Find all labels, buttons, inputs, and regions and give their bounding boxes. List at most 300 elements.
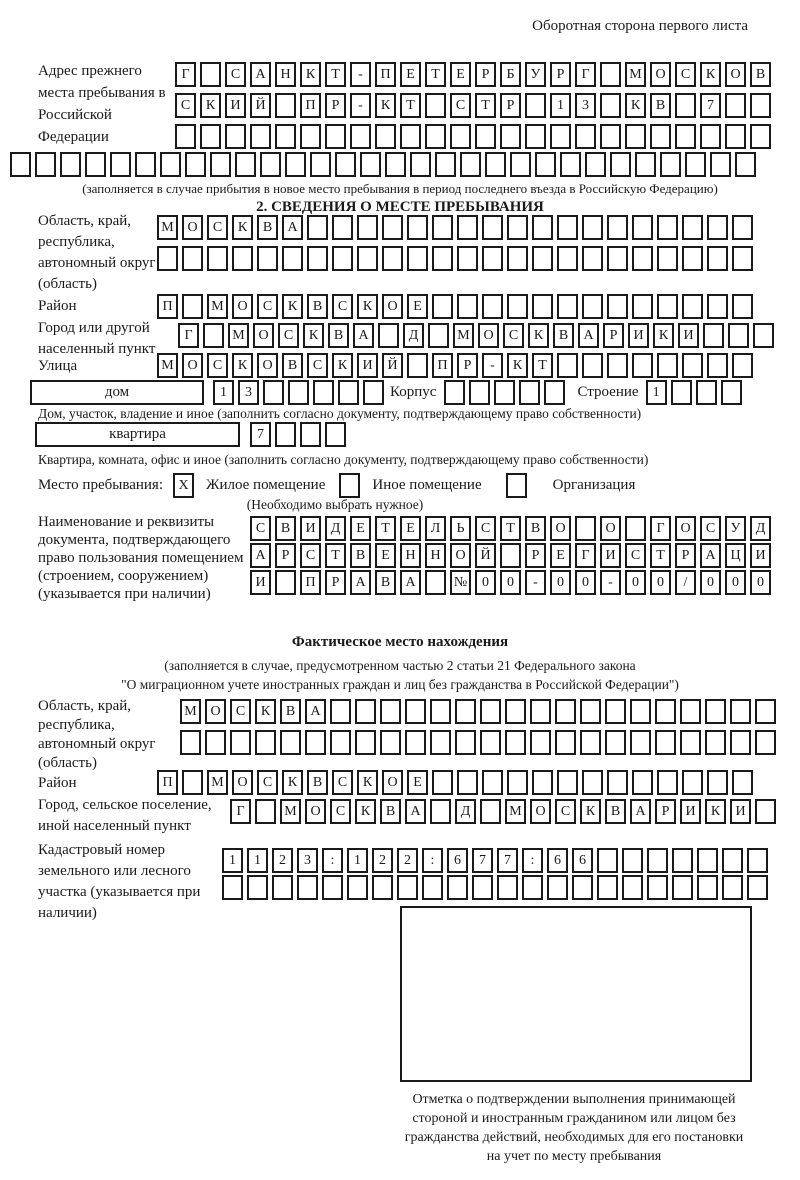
char-box[interactable] <box>721 380 742 405</box>
char-box[interactable] <box>507 215 528 240</box>
char-box[interactable]: С <box>278 323 299 348</box>
char-box[interactable] <box>357 215 378 240</box>
char-box[interactable]: 1 <box>646 380 667 405</box>
char-box[interactable]: И <box>225 93 246 118</box>
char-box[interactable]: К <box>700 62 721 87</box>
char-box[interactable]: Р <box>525 543 546 568</box>
char-box[interactable]: Д <box>455 799 476 824</box>
char-box[interactable]: К <box>357 770 378 795</box>
char-box[interactable] <box>660 152 681 177</box>
char-box[interactable] <box>657 353 678 378</box>
char-box[interactable] <box>444 380 465 405</box>
char-box[interactable]: К <box>580 799 601 824</box>
char-box[interactable]: М <box>207 294 228 319</box>
char-box[interactable]: С <box>700 516 721 541</box>
char-box[interactable] <box>275 422 296 447</box>
char-box[interactable] <box>182 294 203 319</box>
char-box[interactable] <box>580 699 601 724</box>
char-box[interactable]: Г <box>178 323 199 348</box>
char-box[interactable]: И <box>250 570 271 595</box>
char-box[interactable]: : <box>522 848 543 873</box>
char-box[interactable] <box>707 215 728 240</box>
char-box[interactable] <box>630 699 651 724</box>
char-box[interactable] <box>707 246 728 271</box>
char-box[interactable] <box>457 215 478 240</box>
char-box[interactable]: Р <box>655 799 676 824</box>
char-box[interactable]: П <box>432 353 453 378</box>
char-box[interactable] <box>300 124 321 149</box>
char-box[interactable] <box>635 152 656 177</box>
char-box[interactable] <box>755 699 776 724</box>
char-box[interactable]: С <box>207 215 228 240</box>
char-box[interactable] <box>205 730 226 755</box>
char-box[interactable]: / <box>675 570 696 595</box>
char-box[interactable] <box>455 730 476 755</box>
char-box[interactable] <box>397 875 418 900</box>
char-box[interactable] <box>157 246 178 271</box>
char-box[interactable]: О <box>382 294 403 319</box>
char-box[interactable] <box>330 730 351 755</box>
char-box[interactable]: 1 <box>247 848 268 873</box>
char-box[interactable]: К <box>528 323 549 348</box>
char-box[interactable] <box>682 353 703 378</box>
char-box[interactable]: К <box>625 93 646 118</box>
char-box[interactable]: О <box>675 516 696 541</box>
char-box[interactable] <box>682 246 703 271</box>
char-box[interactable]: В <box>350 543 371 568</box>
char-box[interactable]: Ц <box>725 543 746 568</box>
char-box[interactable]: П <box>300 570 321 595</box>
char-box[interactable] <box>555 730 576 755</box>
char-box[interactable] <box>682 215 703 240</box>
char-box[interactable] <box>405 699 426 724</box>
char-box[interactable]: Е <box>375 543 396 568</box>
char-box[interactable] <box>230 730 251 755</box>
char-box[interactable]: О <box>305 799 326 824</box>
char-box[interactable] <box>632 294 653 319</box>
char-box[interactable]: И <box>730 799 751 824</box>
char-box[interactable] <box>428 323 449 348</box>
char-box[interactable]: 1 <box>213 380 234 405</box>
char-box[interactable] <box>696 380 717 405</box>
char-box[interactable]: В <box>307 770 328 795</box>
char-box[interactable]: - <box>350 93 371 118</box>
char-box[interactable]: И <box>357 353 378 378</box>
char-box[interactable]: О <box>205 699 226 724</box>
char-box[interactable]: Ь <box>450 516 471 541</box>
char-box[interactable]: У <box>725 516 746 541</box>
char-box[interactable] <box>335 152 356 177</box>
char-box[interactable]: Д <box>325 516 346 541</box>
char-box[interactable]: 1 <box>222 848 243 873</box>
char-box[interactable]: 3 <box>238 380 259 405</box>
char-box[interactable] <box>407 353 428 378</box>
char-box[interactable]: Е <box>400 62 421 87</box>
char-box[interactable]: Р <box>325 93 346 118</box>
char-box[interactable]: С <box>225 62 246 87</box>
char-box[interactable] <box>472 875 493 900</box>
stay-checkbox-organization[interactable] <box>506 473 527 498</box>
char-box[interactable] <box>160 152 181 177</box>
char-box[interactable]: С <box>675 62 696 87</box>
char-box[interactable] <box>675 93 696 118</box>
char-box[interactable]: 6 <box>547 848 568 873</box>
char-box[interactable]: А <box>350 570 371 595</box>
stay-checkbox-other[interactable] <box>339 473 360 498</box>
char-box[interactable] <box>475 124 496 149</box>
char-box[interactable] <box>375 124 396 149</box>
char-box[interactable] <box>532 770 553 795</box>
char-box[interactable] <box>435 152 456 177</box>
char-box[interactable] <box>707 294 728 319</box>
char-box[interactable] <box>557 353 578 378</box>
char-box[interactable]: П <box>375 62 396 87</box>
char-box[interactable] <box>597 848 618 873</box>
char-box[interactable]: - <box>482 353 503 378</box>
house-field-box[interactable]: дом <box>30 380 204 405</box>
char-box[interactable]: С <box>250 516 271 541</box>
char-box[interactable] <box>607 770 628 795</box>
char-box[interactable]: К <box>375 93 396 118</box>
char-box[interactable] <box>338 380 359 405</box>
char-box[interactable]: Г <box>175 62 196 87</box>
char-box[interactable] <box>507 770 528 795</box>
char-box[interactable]: Р <box>275 543 296 568</box>
char-box[interactable]: М <box>157 215 178 240</box>
char-box[interactable] <box>507 246 528 271</box>
char-box[interactable] <box>280 730 301 755</box>
char-box[interactable] <box>282 246 303 271</box>
char-box[interactable] <box>432 294 453 319</box>
char-box[interactable] <box>750 124 771 149</box>
char-box[interactable] <box>288 380 309 405</box>
char-box[interactable]: Е <box>407 294 428 319</box>
char-box[interactable]: М <box>625 62 646 87</box>
char-box[interactable] <box>682 770 703 795</box>
char-box[interactable]: О <box>650 62 671 87</box>
char-box[interactable] <box>500 124 521 149</box>
char-box[interactable] <box>622 875 643 900</box>
char-box[interactable]: П <box>300 93 321 118</box>
char-box[interactable] <box>557 215 578 240</box>
char-box[interactable] <box>582 294 603 319</box>
char-box[interactable]: - <box>600 570 621 595</box>
char-box[interactable] <box>310 152 331 177</box>
char-box[interactable]: 0 <box>700 570 721 595</box>
char-box[interactable]: О <box>478 323 499 348</box>
char-box[interactable] <box>350 124 371 149</box>
char-box[interactable] <box>247 875 268 900</box>
char-box[interactable] <box>430 730 451 755</box>
char-box[interactable]: 1 <box>347 848 368 873</box>
char-box[interactable] <box>610 152 631 177</box>
char-box[interactable] <box>485 152 506 177</box>
char-box[interactable] <box>622 848 643 873</box>
char-box[interactable] <box>732 215 753 240</box>
char-box[interactable] <box>680 730 701 755</box>
char-box[interactable] <box>482 246 503 271</box>
char-box[interactable] <box>607 215 628 240</box>
char-box[interactable] <box>275 570 296 595</box>
char-box[interactable] <box>703 323 724 348</box>
char-box[interactable] <box>200 124 221 149</box>
char-box[interactable] <box>732 246 753 271</box>
char-box[interactable] <box>672 848 693 873</box>
char-box[interactable]: 2 <box>272 848 293 873</box>
char-box[interactable] <box>755 730 776 755</box>
char-box[interactable] <box>363 380 384 405</box>
char-box[interactable] <box>671 380 692 405</box>
char-box[interactable]: С <box>332 770 353 795</box>
char-box[interactable]: М <box>505 799 526 824</box>
char-box[interactable] <box>35 152 56 177</box>
char-box[interactable]: С <box>230 699 251 724</box>
char-box[interactable] <box>600 93 621 118</box>
char-box[interactable] <box>272 875 293 900</box>
char-box[interactable]: С <box>332 294 353 319</box>
char-box[interactable] <box>235 152 256 177</box>
char-box[interactable]: С <box>257 770 278 795</box>
char-box[interactable] <box>410 152 431 177</box>
char-box[interactable] <box>332 246 353 271</box>
char-box[interactable]: Р <box>457 353 478 378</box>
char-box[interactable]: О <box>232 294 253 319</box>
char-box[interactable] <box>175 124 196 149</box>
char-box[interactable]: 3 <box>297 848 318 873</box>
char-box[interactable]: С <box>625 543 646 568</box>
char-box[interactable]: В <box>553 323 574 348</box>
char-box[interactable] <box>180 730 201 755</box>
char-box[interactable] <box>447 875 468 900</box>
char-box[interactable]: А <box>282 215 303 240</box>
char-box[interactable] <box>325 422 346 447</box>
char-box[interactable] <box>650 124 671 149</box>
char-box[interactable] <box>585 152 606 177</box>
char-box[interactable]: 1 <box>550 93 571 118</box>
char-box[interactable] <box>575 516 596 541</box>
char-box[interactable] <box>450 124 471 149</box>
char-box[interactable] <box>432 215 453 240</box>
char-box[interactable] <box>732 770 753 795</box>
char-box[interactable] <box>657 770 678 795</box>
char-box[interactable]: И <box>600 543 621 568</box>
char-box[interactable]: Б <box>500 62 521 87</box>
char-box[interactable]: К <box>282 770 303 795</box>
char-box[interactable]: К <box>232 215 253 240</box>
char-box[interactable] <box>700 124 721 149</box>
char-box[interactable] <box>605 699 626 724</box>
char-box[interactable]: Е <box>350 516 371 541</box>
char-box[interactable] <box>263 380 284 405</box>
char-box[interactable]: К <box>507 353 528 378</box>
char-box[interactable]: С <box>300 543 321 568</box>
char-box[interactable]: К <box>255 699 276 724</box>
char-box[interactable]: № <box>450 570 471 595</box>
char-box[interactable] <box>407 246 428 271</box>
char-box[interactable] <box>300 422 321 447</box>
char-box[interactable] <box>400 124 421 149</box>
char-box[interactable] <box>372 875 393 900</box>
char-box[interactable]: О <box>450 543 471 568</box>
char-box[interactable]: И <box>750 543 771 568</box>
char-box[interactable]: А <box>630 799 651 824</box>
char-box[interactable]: И <box>678 323 699 348</box>
char-box[interactable] <box>557 294 578 319</box>
char-box[interactable] <box>600 124 621 149</box>
char-box[interactable] <box>500 543 521 568</box>
char-box[interactable]: О <box>182 353 203 378</box>
char-box[interactable]: Н <box>400 543 421 568</box>
char-box[interactable] <box>482 770 503 795</box>
char-box[interactable] <box>407 215 428 240</box>
char-box[interactable]: М <box>207 770 228 795</box>
char-box[interactable] <box>185 152 206 177</box>
char-box[interactable]: Т <box>400 93 421 118</box>
char-box[interactable]: С <box>503 323 524 348</box>
char-box[interactable] <box>682 294 703 319</box>
char-box[interactable]: П <box>157 770 178 795</box>
char-box[interactable] <box>207 246 228 271</box>
char-box[interactable]: С <box>175 93 196 118</box>
char-box[interactable] <box>457 294 478 319</box>
char-box[interactable] <box>725 93 746 118</box>
char-box[interactable]: Н <box>275 62 296 87</box>
char-box[interactable]: Т <box>425 62 446 87</box>
char-box[interactable] <box>497 875 518 900</box>
char-box[interactable]: В <box>605 799 626 824</box>
char-box[interactable] <box>275 124 296 149</box>
char-box[interactable]: В <box>328 323 349 348</box>
char-box[interactable] <box>307 215 328 240</box>
char-box[interactable] <box>680 699 701 724</box>
char-box[interactable] <box>480 730 501 755</box>
char-box[interactable] <box>747 875 768 900</box>
char-box[interactable] <box>232 246 253 271</box>
char-box[interactable]: 6 <box>447 848 468 873</box>
char-box[interactable]: Г <box>650 516 671 541</box>
char-box[interactable]: 2 <box>397 848 418 873</box>
char-box[interactable]: 7 <box>250 422 271 447</box>
char-box[interactable] <box>630 730 651 755</box>
char-box[interactable] <box>505 699 526 724</box>
char-box[interactable]: К <box>653 323 674 348</box>
char-box[interactable] <box>755 799 776 824</box>
char-box[interactable] <box>457 770 478 795</box>
char-box[interactable]: Й <box>382 353 403 378</box>
char-box[interactable] <box>557 246 578 271</box>
char-box[interactable] <box>582 215 603 240</box>
char-box[interactable] <box>532 246 553 271</box>
char-box[interactable]: О <box>382 770 403 795</box>
char-box[interactable]: 0 <box>750 570 771 595</box>
char-box[interactable] <box>597 875 618 900</box>
char-box[interactable]: А <box>578 323 599 348</box>
char-box[interactable] <box>285 152 306 177</box>
char-box[interactable]: 0 <box>475 570 496 595</box>
char-box[interactable] <box>255 799 276 824</box>
char-box[interactable]: Р <box>675 543 696 568</box>
char-box[interactable] <box>382 215 403 240</box>
char-box[interactable] <box>482 215 503 240</box>
char-box[interactable]: 0 <box>725 570 746 595</box>
char-box[interactable] <box>647 848 668 873</box>
char-box[interactable] <box>535 152 556 177</box>
char-box[interactable] <box>710 152 731 177</box>
char-box[interactable]: Р <box>325 570 346 595</box>
char-box[interactable] <box>357 246 378 271</box>
char-box[interactable] <box>222 875 243 900</box>
char-box[interactable]: Р <box>603 323 624 348</box>
char-box[interactable] <box>525 93 546 118</box>
char-box[interactable] <box>647 875 668 900</box>
char-box[interactable]: К <box>303 323 324 348</box>
char-box[interactable]: К <box>232 353 253 378</box>
char-box[interactable] <box>135 152 156 177</box>
char-box[interactable] <box>507 294 528 319</box>
char-box[interactable] <box>547 875 568 900</box>
char-box[interactable]: П <box>157 294 178 319</box>
char-box[interactable] <box>85 152 106 177</box>
char-box[interactable] <box>432 246 453 271</box>
char-box[interactable]: : <box>322 848 343 873</box>
char-box[interactable] <box>203 323 224 348</box>
char-box[interactable] <box>747 848 768 873</box>
char-box[interactable]: Г <box>575 62 596 87</box>
char-box[interactable]: В <box>257 215 278 240</box>
char-box[interactable] <box>494 380 515 405</box>
stay-checkbox-residential[interactable]: X <box>173 473 194 498</box>
char-box[interactable] <box>672 875 693 900</box>
char-box[interactable] <box>378 323 399 348</box>
char-box[interactable] <box>425 570 446 595</box>
char-box[interactable]: А <box>400 570 421 595</box>
char-box[interactable] <box>522 875 543 900</box>
char-box[interactable] <box>657 294 678 319</box>
char-box[interactable] <box>10 152 31 177</box>
char-box[interactable] <box>632 215 653 240</box>
char-box[interactable] <box>544 380 565 405</box>
char-box[interactable] <box>750 93 771 118</box>
char-box[interactable] <box>632 246 653 271</box>
char-box[interactable]: - <box>525 570 546 595</box>
char-box[interactable]: Р <box>475 62 496 87</box>
char-box[interactable] <box>422 875 443 900</box>
char-box[interactable] <box>200 62 221 87</box>
apartment-field-box[interactable]: квартира <box>35 422 240 447</box>
char-box[interactable] <box>707 770 728 795</box>
char-box[interactable] <box>605 730 626 755</box>
char-box[interactable] <box>685 152 706 177</box>
char-box[interactable] <box>110 152 131 177</box>
char-box[interactable] <box>725 124 746 149</box>
char-box[interactable] <box>557 770 578 795</box>
char-box[interactable] <box>313 380 334 405</box>
char-box[interactable]: К <box>332 353 353 378</box>
char-box[interactable]: С <box>207 353 228 378</box>
char-box[interactable]: А <box>250 543 271 568</box>
char-box[interactable]: С <box>450 93 471 118</box>
char-box[interactable]: Г <box>230 799 251 824</box>
char-box[interactable] <box>519 380 540 405</box>
char-box[interactable] <box>347 875 368 900</box>
char-box[interactable]: М <box>180 699 201 724</box>
char-box[interactable]: Е <box>450 62 471 87</box>
char-box[interactable]: Г <box>575 543 596 568</box>
char-box[interactable]: У <box>525 62 546 87</box>
char-box[interactable] <box>632 353 653 378</box>
char-box[interactable] <box>482 294 503 319</box>
char-box[interactable] <box>225 124 246 149</box>
